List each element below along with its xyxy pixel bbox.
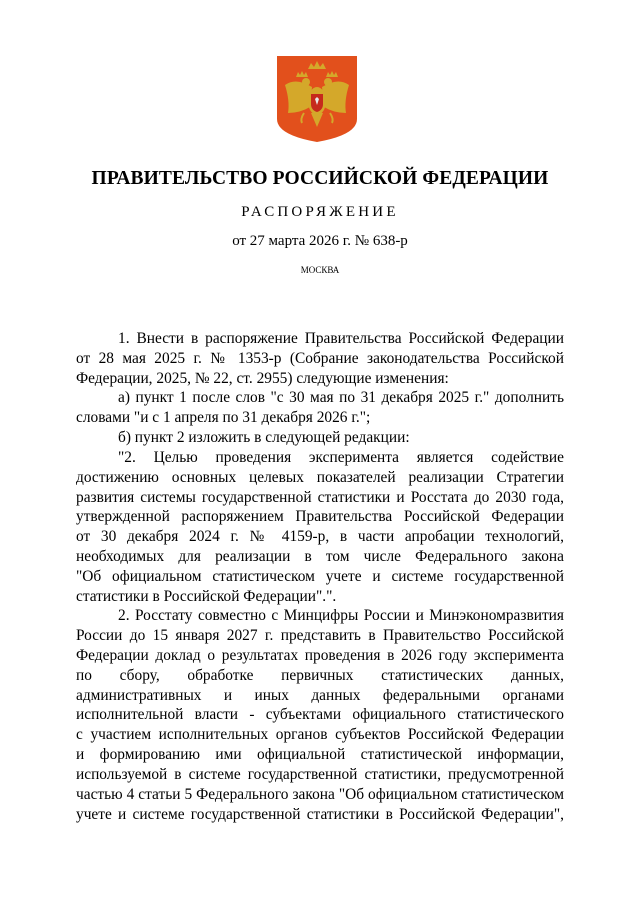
body-line: статистики в Российской Федерации".". [76, 587, 337, 605]
document-type: РАСПОРЯЖЕНИЕ [241, 204, 399, 220]
coat-of-arms-icon [276, 55, 358, 143]
body-line: учете и системе государственной статистики в Российской Федерации", [76, 805, 564, 823]
body-line: развития системы государственной статистики и Росстата до 2030 года, [76, 488, 564, 506]
body-line: Федерации доклад о результатах проведения в 2026 году эксперимента [76, 647, 564, 664]
document-body [76, 329, 564, 824]
body-line: административных и иных данных федеральными органами [76, 686, 564, 704]
body-line: от 28 мая 2025 г. № 1353-р (Собрание законодательства Российской [76, 349, 564, 367]
body-line: частью 4 статьи 5 Федерального закона "Об официальном статистическом [76, 785, 564, 803]
body-line: от 30 декабря 2024 г. № 4159-р, в части апробации технологий, [76, 528, 564, 546]
document-city: МОСКВА [300, 265, 340, 275]
body-line: и формированию ими официальной статистической информации, [76, 746, 564, 764]
document-date-number: от 27 марта 2026 г. № 638-р [232, 233, 408, 249]
body-line: по сбору, обработке первичных статистических данных, [76, 666, 564, 684]
body-line: достижению основных целевых показателей реализации Стратегии [76, 468, 564, 486]
body-line: России до 15 января 2027 г. представить в Правительство Российской [76, 627, 564, 645]
body-line: с участием исполнительных органов субъектов Российской Федерации [76, 726, 564, 744]
body-line: "Об официальном статистическом учете и системе государственной [76, 567, 564, 585]
body-line: а) пункт 1 после слов "с 30 мая по 31 декабря 2025 г." дополнить [118, 389, 564, 407]
body-line: утвержденной распоряжением Правительства Российской Федерации [76, 508, 564, 526]
government-title: ПРАВИТЕЛЬСТВО РОССИЙСКОЙ ФЕДЕРАЦИИ [91, 168, 549, 189]
body-line: 2. Росстату совместно с Минцифры России и Минэкономразвития [118, 607, 564, 625]
body-line: необходимых для реализации в том числе Федерального закона [76, 547, 564, 565]
body-line: словами "и с 1 апреля по 31 декабря 2026 г."; [76, 409, 371, 427]
body-line: используемой в системе государственной статистики, предусмотренной [76, 765, 564, 783]
body-line: 1. Внести в распоряжение Правительства Российской Федерации [118, 330, 564, 347]
body-line: исполнительной власти - субъектами официального статистического [76, 706, 564, 724]
body-line: б) пункт 2 изложить в следующей редакции: [118, 429, 410, 447]
body-line: Федерации, 2025, № 22, ст. 2955) следующие изменения: [76, 369, 449, 387]
body-line: "2. Целью проведения эксперимента является содействие [118, 448, 564, 466]
